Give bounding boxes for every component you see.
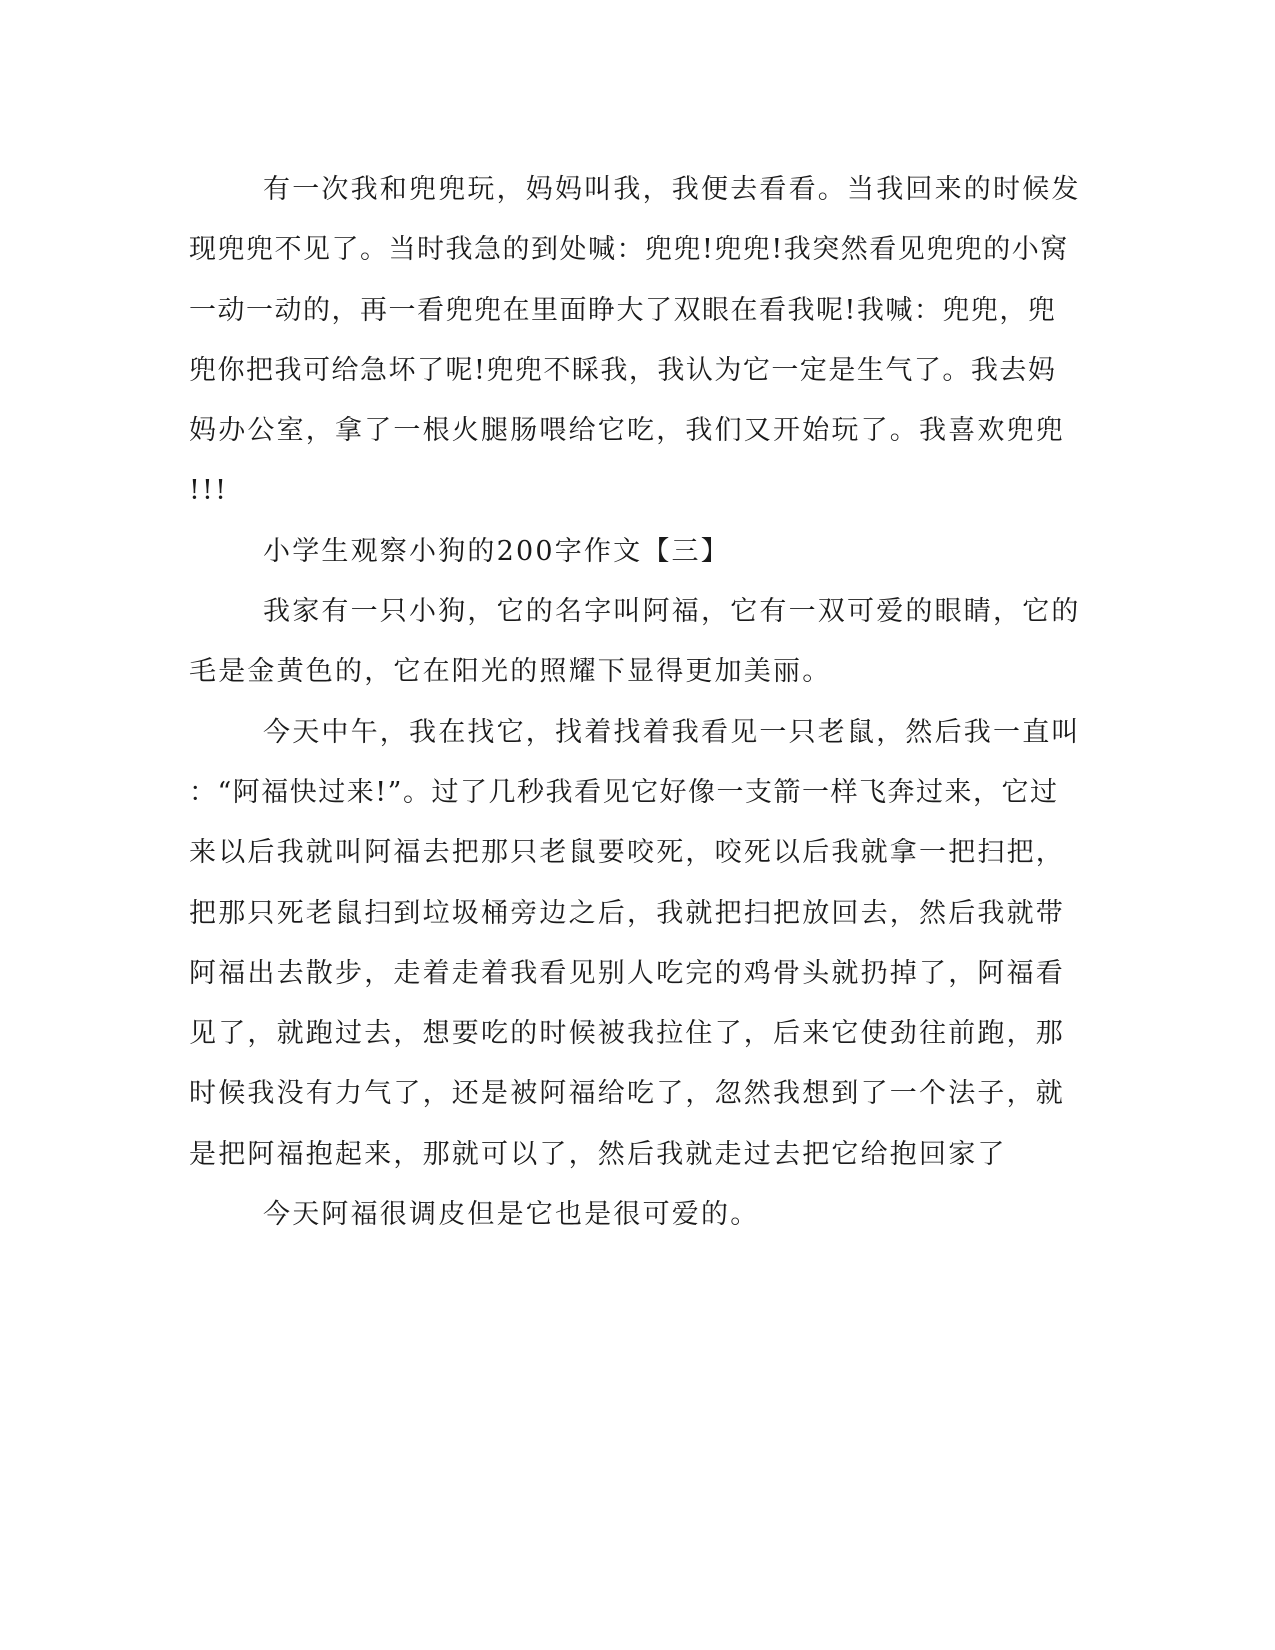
paragraph-line: 把那只死老鼠扫到垃圾桶旁边之后，我就把扫把放回去，然后我就带 xyxy=(189,897,1065,929)
paragraph-line: 来以后我就叫阿福去把那只老鼠要咬死，咬死以后我就拿一把扫把， xyxy=(189,837,1065,869)
paragraph-line: 今天中午，我在找它，找着找着我看见一只老鼠，然后我一直叫 xyxy=(263,716,1081,748)
paragraph-line: 现兜兜不见了。当时我急的到处喊：兜兜!兜兜!我突然看见兜兜的小窝 xyxy=(189,234,1069,266)
paragraph-line: 阿福出去散步，走着走着我看见别人吃完的鸡骨头就扔掉了，阿福看 xyxy=(189,957,1065,989)
paragraph-line: 时候我没有力气了，还是被阿福给吃了，忽然我想到了一个法子，就 xyxy=(189,1078,1065,1110)
paragraph-line: 妈办公室，拿了一根火腿肠喂给它吃，我们又开始玩了。我喜欢兜兜 xyxy=(189,415,1065,447)
paragraph-line: ：“阿福快过来!”。过了几秒我看见它好像一支箭一样飞奔过来，它过 xyxy=(189,776,1059,808)
paragraph-line: 有一次我和兜兜玩，妈妈叫我，我便去看看。当我回来的时候发 xyxy=(263,174,1081,205)
paragraph-line: 兜你把我可给急坏了呢!兜兜不睬我，我认为它一定是生气了。我去妈 xyxy=(189,354,1057,386)
paragraph-line: !!! xyxy=(189,475,229,507)
paragraph-line: 是把阿福抱起来，那就可以了，然后我就走过去把它给抱回家了 xyxy=(189,1138,1007,1170)
paragraph-line: 毛是金黄色的，它在阳光的照耀下显得更加美丽。 xyxy=(189,656,832,688)
essay-body xyxy=(189,160,1089,1245)
section-heading: 小学生观察小狗的200字作文【三】 xyxy=(263,535,730,567)
paragraph-line: 我家有一只小狗，它的名字叫阿福，它有一双可爱的眼睛，它的 xyxy=(263,596,1081,628)
paragraph-line: 今天阿福很调皮但是它也是很可爱的。 xyxy=(263,1199,760,1231)
paragraph-line: 见了，就跑过去，想要吃的时候被我拉住了，后来它使劲往前跑，那 xyxy=(189,1018,1065,1050)
paragraph-line: 一动一动的，再一看兜兜在里面睁大了双眼在看我呢!我喊：兜兜，兜 xyxy=(189,294,1057,326)
